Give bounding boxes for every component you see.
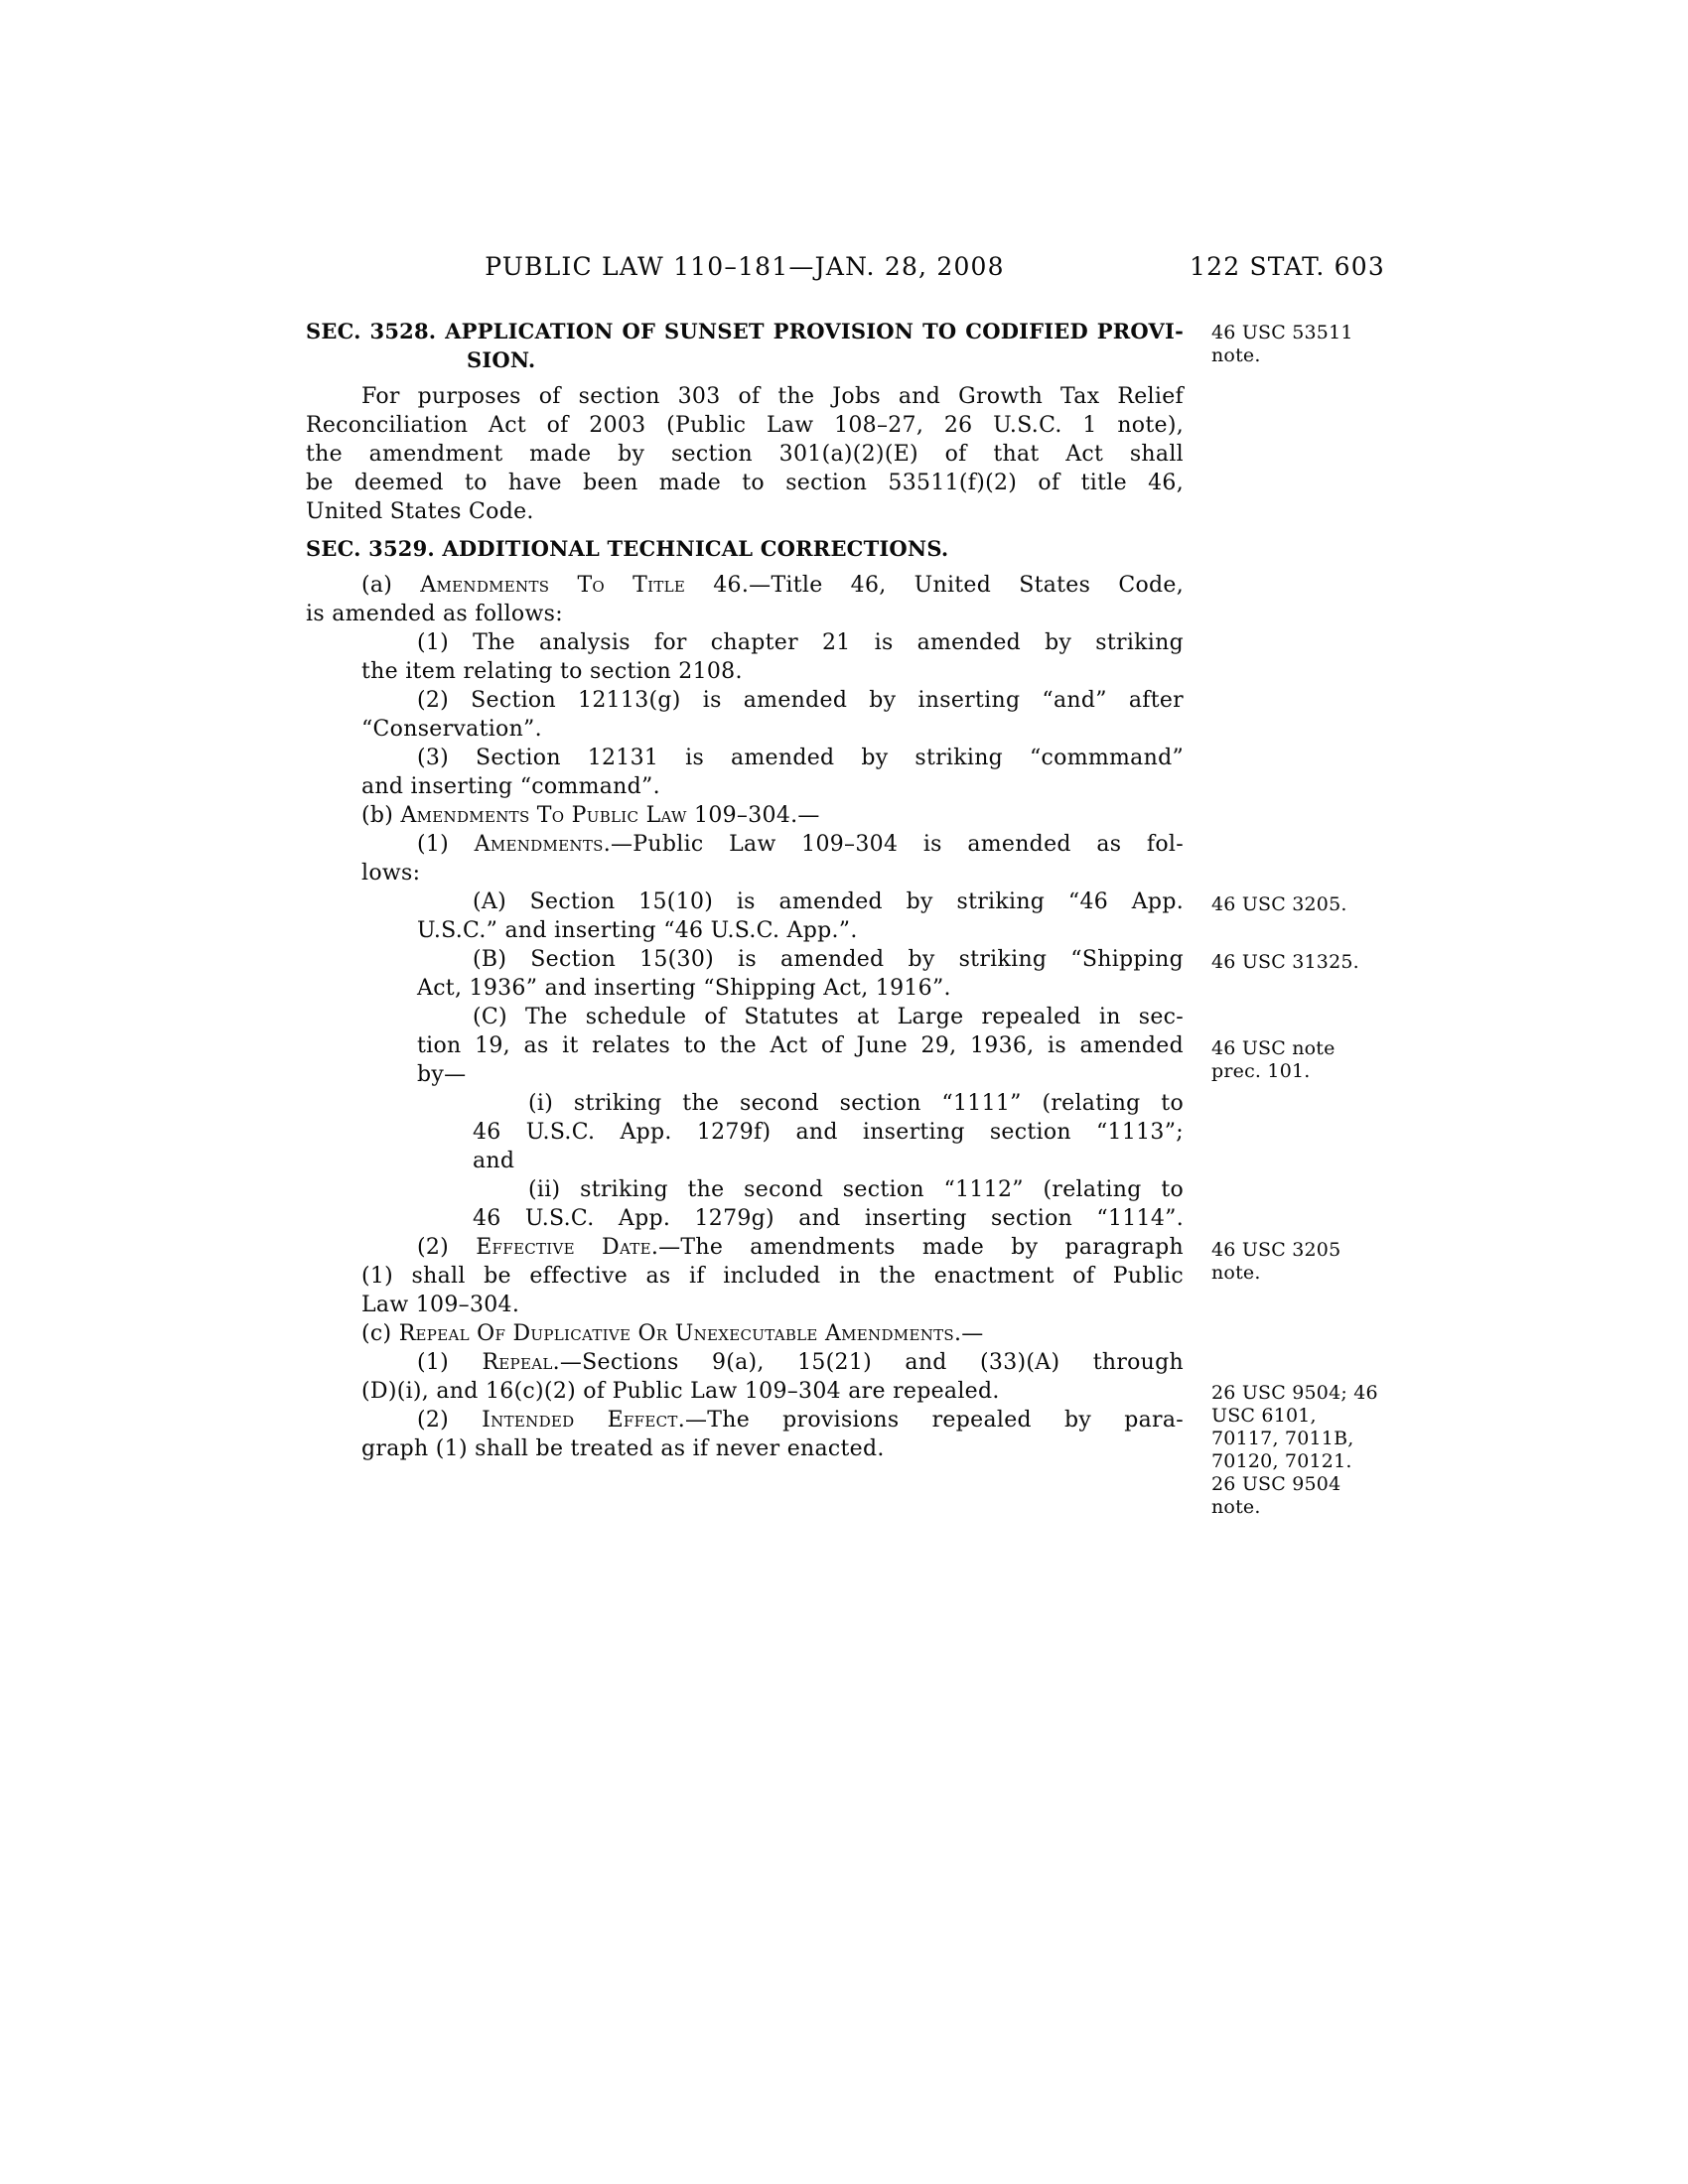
body-line xyxy=(306,1089,1184,1118)
section-heading-line xyxy=(306,317,1184,345)
smallcaps-text: Effective Date xyxy=(476,1235,651,1260)
body-column xyxy=(306,317,1184,1463)
body-line xyxy=(306,715,1184,744)
body-text: (ii) striking the second section “1112” (relating to xyxy=(528,1177,1184,1202)
body-text: U.S.C.” and inserting “46 U.S.C. App.”. xyxy=(417,918,858,943)
body-line xyxy=(306,600,1184,628)
body-text: (1) shall be effective as if included in the enactment of Public xyxy=(361,1264,1184,1289)
margin-note-line: 70117, 7011B, xyxy=(1211,1428,1354,1449)
body-line xyxy=(306,571,1184,600)
body-text: .— xyxy=(954,1321,984,1346)
margin-note-line: note. xyxy=(1211,344,1261,366)
body-text: graph (1) shall be treated as if never enacted. xyxy=(361,1436,885,1461)
body-line xyxy=(306,1204,1184,1233)
margin-note-line: 26 USC 9504 xyxy=(1211,1473,1341,1495)
body-text: (B) Section 15(30) is amended by striking “Shipping xyxy=(473,947,1184,972)
body-line xyxy=(306,1262,1184,1291)
running-head-title: PUBLIC LAW 110–181—JAN. 28, 2008 xyxy=(485,252,1005,281)
smallcaps-text: Amendments To Public Law xyxy=(400,803,687,828)
body-text: and inserting “command”. xyxy=(361,774,660,799)
smallcaps-text: Repeal Of Duplicative Or Unexecutable Amendments xyxy=(398,1321,955,1346)
body-text: (i) striking the second section “1111” (relating to xyxy=(528,1091,1184,1116)
margin-note xyxy=(1211,951,1410,974)
body-text: tion 19, as it relates to the Act of June 29, 1936, is amended xyxy=(417,1033,1184,1058)
body-text: (2) xyxy=(417,1408,483,1433)
body-line xyxy=(306,1031,1184,1060)
body-text: is amended as follows: xyxy=(306,602,563,626)
body-text: (2) Section 12113(g) is amended by inserting “and” after xyxy=(417,688,1184,713)
margin-note-line: 46 USC note xyxy=(1211,1037,1336,1059)
margin-note xyxy=(1211,1382,1410,1519)
body-line xyxy=(306,469,1184,497)
margin-note-line: 70120, 70121. xyxy=(1211,1450,1352,1472)
smallcaps-text: Amendments To Title xyxy=(420,573,686,598)
body-line xyxy=(306,974,1184,1003)
body-text: (3) Section 12131 is amended by striking “commmand” xyxy=(417,746,1184,770)
body-line xyxy=(306,1291,1184,1319)
body-line xyxy=(306,382,1184,411)
body-line xyxy=(306,1406,1184,1434)
body-text: and xyxy=(473,1149,515,1173)
body-text: Law 109–304. xyxy=(361,1293,520,1317)
section-heading-line xyxy=(306,534,1184,563)
body-line xyxy=(306,686,1184,715)
margin-note xyxy=(1211,1239,1410,1285)
body-line xyxy=(306,1060,1184,1089)
body-text: (D)(i), and 16(c)(2) of Public Law 109–304 are repealed. xyxy=(361,1379,1000,1404)
body-line xyxy=(306,411,1184,440)
body-line xyxy=(306,1003,1184,1031)
body-line xyxy=(306,1233,1184,1262)
body-line xyxy=(306,887,1184,916)
smallcaps-text: Amendments xyxy=(474,832,604,857)
body-text: the item relating to section 2108. xyxy=(361,659,743,684)
stat-page-number: 122 STAT. 603 xyxy=(1190,252,1385,281)
body-text: “Conservation”. xyxy=(361,717,542,742)
margin-note xyxy=(1211,893,1410,916)
body-line xyxy=(306,1118,1184,1147)
body-text: .—Sections 9(a), 15(21) and (33)(A) through xyxy=(552,1350,1184,1375)
body-line xyxy=(306,1348,1184,1377)
body-line xyxy=(306,859,1184,887)
margin-note-line: note. xyxy=(1211,1496,1261,1518)
body-text: 46.—Title 46, United States Code, xyxy=(685,573,1184,598)
body-text: (2) xyxy=(417,1235,477,1260)
body-text: (a) xyxy=(361,573,421,598)
body-text: (c) xyxy=(361,1321,399,1346)
section-heading-line xyxy=(306,345,1184,374)
body-text: (1) xyxy=(417,832,475,857)
body-line xyxy=(306,657,1184,686)
body-text: be deemed to have been made to section 53511(f)(2) of title 46, xyxy=(306,471,1184,495)
body-text: (C) The schedule of Statutes at Large repealed in sec- xyxy=(473,1005,1184,1029)
margin-note-line: prec. 101. xyxy=(1211,1060,1311,1082)
body-line xyxy=(306,440,1184,469)
body-text: Reconciliation Act of 2003 (Public Law 108–27, 26 U.S.C. 1 note), xyxy=(306,413,1184,438)
body-text: 46 U.S.C. App. 1279f) and inserting section “1113”; xyxy=(473,1120,1184,1145)
margin-note xyxy=(1211,1037,1410,1083)
body-text: by— xyxy=(417,1062,467,1087)
body-line xyxy=(306,830,1184,859)
body-line xyxy=(306,801,1184,830)
body-text: the amendment made by section 301(a)(2)(E) of that Act shall xyxy=(306,442,1184,467)
smallcaps-text: Intended Effect xyxy=(482,1408,678,1433)
body-text: Act, 1936” and inserting “Shipping Act, 1916”. xyxy=(417,976,951,1001)
body-line xyxy=(306,945,1184,974)
body-text: SEC. 3528. APPLICATION OF SUNSET PROVISION TO CODIFIED PROVI- xyxy=(306,319,1184,343)
margin-note xyxy=(1211,322,1410,367)
margin-note-line: 46 USC 3205 xyxy=(1211,1239,1341,1261)
body-text: (1) The analysis for chapter 21 is amended by striking xyxy=(417,630,1184,655)
body-line xyxy=(306,1377,1184,1406)
body-text: lows: xyxy=(361,861,421,886)
smallcaps-text: Repeal xyxy=(482,1350,553,1375)
margin-note-line: note. xyxy=(1211,1262,1261,1284)
body-line xyxy=(306,1147,1184,1175)
body-text: United States Code. xyxy=(306,499,534,524)
body-line xyxy=(306,1319,1184,1348)
body-text: For purposes of section 303 of the Jobs and Growth Tax Relief xyxy=(361,384,1184,409)
body-line xyxy=(306,628,1184,657)
body-text: .—Public Law 109–304 is amended as fol- xyxy=(603,832,1184,857)
body-line xyxy=(306,744,1184,772)
body-text: (A) Section 15(10) is amended by striking “46 App. xyxy=(473,889,1184,914)
body-line xyxy=(306,1434,1184,1463)
body-line xyxy=(306,1175,1184,1204)
body-text: 46 U.S.C. App. 1279g) and inserting section “1114”. xyxy=(473,1206,1184,1231)
body-text: 109–304.— xyxy=(686,803,820,828)
body-text: (1) xyxy=(417,1350,483,1375)
body-text: (b) xyxy=(361,803,401,828)
body-text: SION. xyxy=(467,347,536,372)
body-text: SEC. 3529. ADDITIONAL TECHNICAL CORRECTIONS. xyxy=(306,536,949,561)
margin-note-line: 46 USC 31325. xyxy=(1211,951,1359,973)
margin-note-line: 46 USC 53511 xyxy=(1211,322,1353,343)
body-line xyxy=(306,772,1184,801)
margin-note-line: 26 USC 9504; 46 xyxy=(1211,1382,1378,1404)
margin-note-line: 46 USC 3205. xyxy=(1211,893,1347,915)
body-text: .—The provisions repealed by para- xyxy=(677,1408,1184,1433)
margin-note-line: USC 6101, xyxy=(1211,1405,1317,1427)
body-line xyxy=(306,497,1184,526)
body-line xyxy=(306,916,1184,945)
body-text: .—The amendments made by paragraph xyxy=(650,1235,1184,1260)
